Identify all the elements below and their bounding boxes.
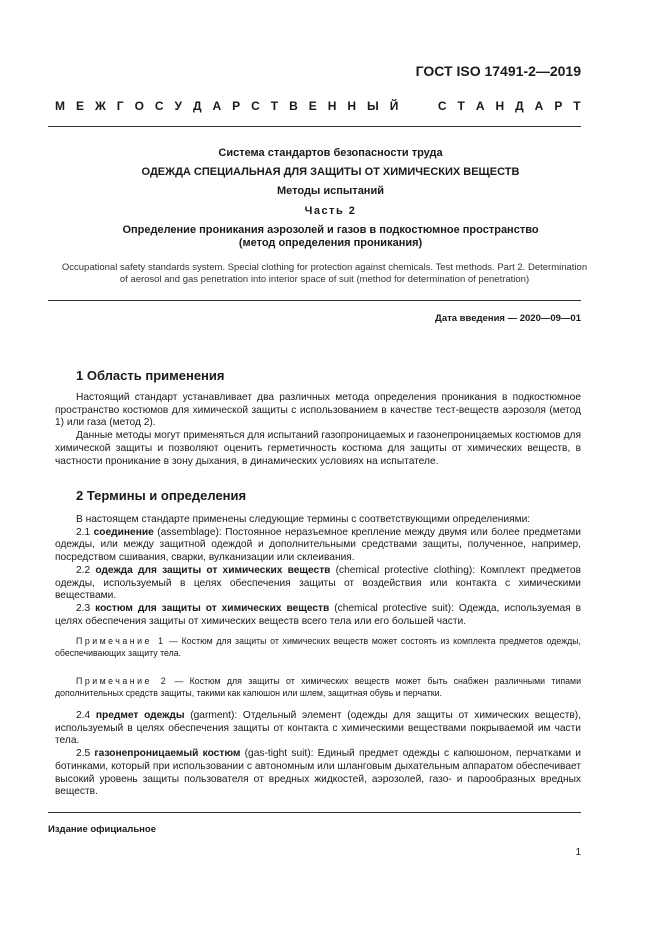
term-2-4: 2.4 предмет одежды (garment): Отдельный элемент (одежды для защиты от химических веществ), используемый в целях обеспечения защиты от контакта с химическими веществами покрываемой им части тела. [55, 710, 581, 747]
banner-letter: Т [270, 99, 279, 113]
term-2-3-name: костюм для защиты от химических веществ [95, 602, 330, 614]
official-edition-label: Издание официальное [48, 824, 156, 835]
banner-letter: М [55, 99, 65, 113]
methods-title: Методы испытаний [277, 185, 384, 197]
note-2-label: Примечание 2 [76, 676, 169, 686]
note-2: Примечание 2 — Костюм для защиты от химических веществ может быть снабжен различными типами дополнительных средств защиты, такими как капюшон или шлем, защитная обувь и перчатки. [55, 676, 581, 698]
banner-letter: В [289, 99, 298, 113]
term-2-5: 2.5 газонепроницаемый костюм (gas-tight suit): Единый предмет одежды с капюшоном, перчатками и ботинками, который при использовании с автономным или шланговым дыхательным аппаратом обеспечивает высокий уровень защиты пользователя от вредных жидкостей, аэрозолей, газо- и парообразных вредных веществ. [55, 748, 581, 798]
interstate-standard-banner [55, 99, 581, 113]
banner-letter: А [534, 99, 544, 113]
section-1-paragraph-2: Данные методы могут применяться для испытаний газопроницаемых и газонепроницаемых костюмов для химической защиты и позволяют оценить герметичность костюма для защиты от химических веществ, в частности проникание в зону дыхания, в динамических условиях на испытателе. [55, 430, 581, 467]
banner-letter: Й [389, 99, 399, 113]
section-2-terms-b [55, 710, 581, 799]
subtitle-line-2: (метод определения проникания) [238, 237, 423, 249]
banner-letter: Е [308, 99, 317, 113]
main-title: ОДЕЖДА СПЕЦИАЛЬНАЯ ДЛЯ ЗАЩИТЫ ОТ ХИМИЧЕСКИХ ВЕЩЕСТВ [141, 166, 520, 178]
banner-letter: Р [232, 99, 241, 113]
title-rule [48, 300, 581, 301]
banner-letter: Т [573, 99, 581, 113]
banner-letter: Н [327, 99, 337, 113]
english-title: Occupational safety standards system. Special clothing for protection against chemicals. Test methods. Part 2. Determination of aerosol and gas penetration into interior space of suit (method for determination of penetration) [61, 262, 588, 285]
section-1-paragraph-1: Настоящий стандарт устанавливает два различных метода определения проникания в подкостюмное пространство костюмов для химической защиты с использованием в качестве тест-веществ аэрозоля (метод 1) или газа (метод 2). [55, 392, 581, 429]
subtitle-line-1: Определение проникания аэрозолей и газов в подкостюмное пространство [122, 224, 539, 236]
banner-letter: У [174, 99, 182, 113]
top-rule [48, 126, 581, 127]
section-2-heading: 2 Термины и определения [76, 488, 247, 503]
note-1: Примечание 1 — Костюм для защиты от химических веществ может состоять из комплекта предметов одежды, обеспечивающих защиту тела. [55, 636, 581, 658]
banner-letter: Н [495, 99, 505, 113]
standard-code: ГОСТ ISO 17491-2—2019 [415, 63, 581, 79]
banner-letter: О [134, 99, 144, 113]
term-2-1: 2.1 соединение (assemblage): Постоянное неразъемное крепление между двумя или более предметами одежды, или между защитной одеждой и дополнительными средствами защиты, полученное, например, посредством сшивания, сварки, вулканизации или склеивания. [55, 526, 581, 564]
banner-letter: А [475, 99, 485, 113]
banner-letter: С [154, 99, 164, 113]
section-2-terms-a [55, 514, 581, 628]
footer-rule [48, 812, 581, 813]
subtitle [78, 224, 583, 250]
banner-letter: Т [457, 99, 465, 113]
banner-letter: Д [515, 99, 524, 113]
term-2-5-name: газонепроницаемый костюм [94, 748, 241, 760]
banner-letter: С [251, 99, 260, 113]
introduction-date: Дата введения — 2020—09—01 [435, 313, 581, 324]
system-title: Система стандартов безопасности труда [218, 147, 443, 159]
banner-letter [409, 99, 412, 113]
banner-letter: Д [192, 99, 202, 113]
banner-letter: Ж [94, 99, 106, 113]
section-1-heading: 1 Область применения [76, 368, 225, 383]
banner-letter: Р [554, 99, 563, 113]
term-2-4-name: предмет одежды [95, 710, 185, 721]
page-number: 1 [575, 847, 581, 858]
term-2-2: 2.2 одежда для защиты от химических веществ (chemical protective clothing): Комплект предметов одежды, используемый в целях обеспечения защиты от воздействия или контакта с химическими веществами. [55, 564, 581, 602]
note-1-label: Примечание 1 [76, 636, 166, 646]
section-1-body [55, 392, 581, 468]
section-2-intro: В настоящем стандарте применены следующие термины с соответствующими определениями: [76, 514, 531, 525]
banner-letter [424, 99, 427, 113]
banner-letter: Е [75, 99, 84, 113]
banner-letter: А [212, 99, 222, 113]
part-title: Часть 2 [304, 205, 357, 217]
term-2-1-name: соединение [93, 526, 154, 538]
banner-letter: Ы [366, 99, 379, 113]
term-2-3: 2.3 костюм для защиты от химических веществ (chemical protective suit): Одежда, используемая в целях обеспечения защиты от химических веществ всего тела или его большей части. [55, 602, 581, 627]
banner-letter: Г [116, 99, 124, 113]
term-2-2-name: одежда для защиты от химических веществ [95, 564, 331, 576]
banner-letter: С [437, 99, 447, 113]
banner-letter: Н [347, 99, 356, 113]
